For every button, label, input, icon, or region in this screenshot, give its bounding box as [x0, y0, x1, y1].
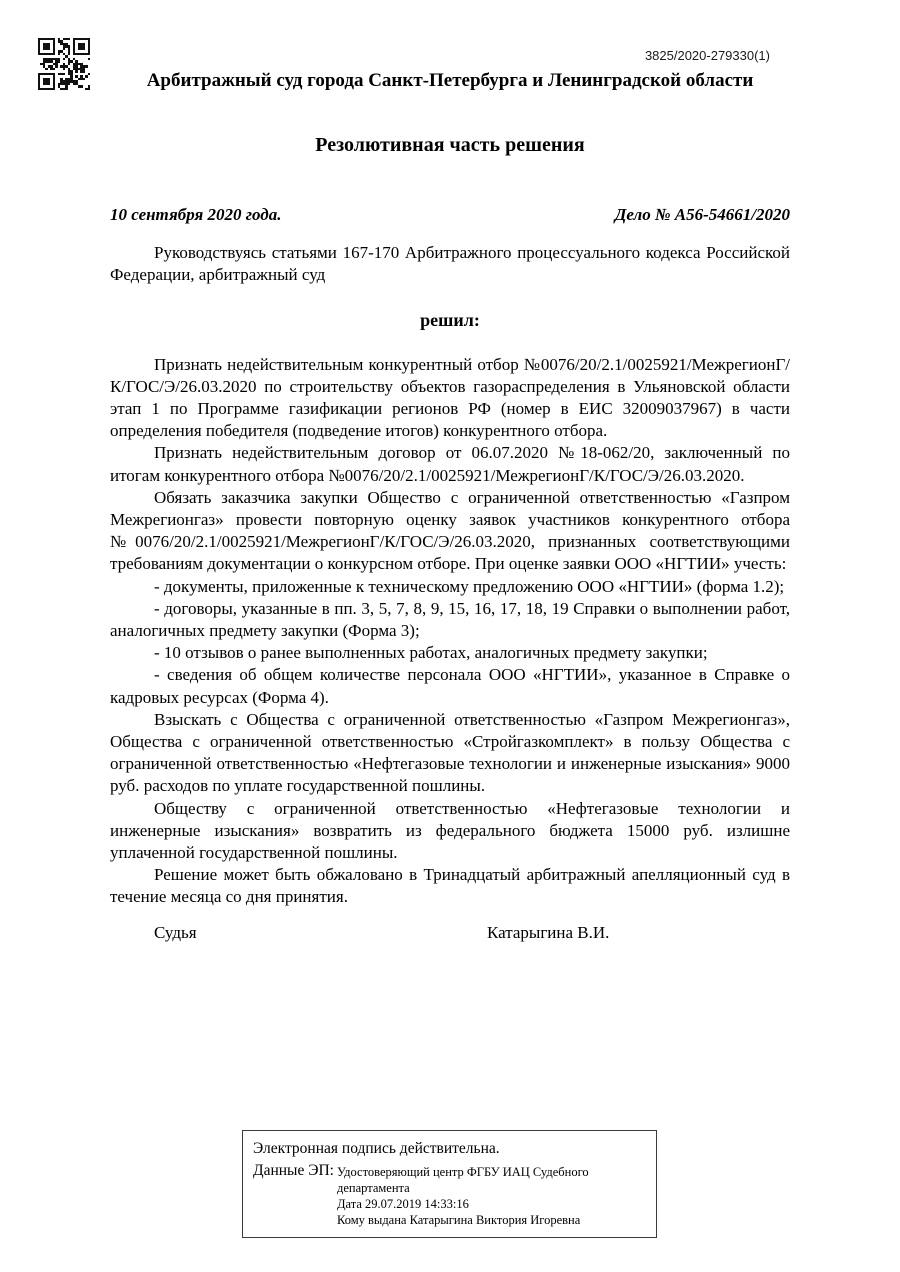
signature-data-row [253, 1162, 646, 1228]
body-paragraph: Обществу с ограниченной ответственностью «Нефтегазовые технологии и инженерные изыскания» возвратить из федерального бюджета 15000 руб. излишне уплаченной государственной пошлины. [110, 798, 790, 863]
qr-code-icon [38, 38, 90, 90]
judge-label: Судья [154, 922, 197, 942]
judge-signature-row [110, 923, 790, 945]
case-number: Дело № А56-54661/2020 [614, 205, 790, 224]
document-title: Резолютивная часть решения [315, 134, 585, 156]
document-number: 3825/2020-279330(1) [644, 48, 770, 63]
court-name: Арбитражный суд города Санкт-Петербурга и Ленинградской области [146, 70, 754, 91]
list-item: - договоры, указанные в пп. 3, 5, 7, 8, 9, 15, 16, 17, 18, 19 Справки о выполнении работ, аналогичных предмету закупки (Форма 3); [110, 598, 790, 641]
body-paragraph: Обязать заказчика закупки Общество с ограниченной ответственностью «Газпром Межрегионгаз» провести повторную оценку заявок участников конкурентного отбора №0076/20/2.1/0025921/МежрегионГ/К/ГОС/Э/26.03.2020, признанных соответствующими требованиям документации о конкурсном отборе. При оценке заявки ООО «НГТИИ» учесть: [110, 487, 790, 574]
body-paragraph: Взыскать с Общества с ограниченной ответственностью «Газпром Межрегионгаз», Общества с ограниченной ответственностью «Стройгазкомплект» в пользу Общества с ограниченной ответственностью «Нефтегазовые технологии и инженерные изыскания» 9000 руб. расходов по уплате государственной пошлины. [110, 709, 790, 796]
signature-detail-line: Кому выдана Катарыгина Виктория Игоревна [337, 1213, 581, 1227]
body-paragraph: Решение может быть обжаловано в Тринадцатый арбитражный апелляционный суд в течение месяца со дня принятия. [110, 865, 790, 907]
signature-detail-line: Дата 29.07.2019 14:33:16 [337, 1197, 469, 1211]
signature-details [337, 1162, 599, 1228]
judge-name: Катарыгина В.И. [487, 922, 610, 942]
document-body [110, 242, 790, 909]
case-info-row [110, 205, 790, 225]
list-item: - 10 отзывов о ранее выполненных работах, аналогичных предмету закупки; [154, 643, 708, 663]
list-item: - документы, приложенные к техническому предложению ООО «НГТИИ» (форма 1.2); [154, 576, 785, 596]
signature-valid-text: Электронная подпись действительна. [253, 1140, 500, 1157]
list-item: - сведения об общем количестве персонала ООО «НГТИИ», указанное в Справке о кадровых ресурсах (Форма 4). [110, 665, 790, 707]
decision-date: 10 сентября 2020 года. [110, 205, 282, 224]
intro-paragraph: Руководствуясь статьями 167-170 Арбитражного процессуального кодекса Российской Федерации, арбитражный суд [110, 243, 790, 285]
resolution-word: решил: [420, 310, 480, 331]
body-paragraph: Признать недействительным конкурентный отбор №0076/20/2.1/0025921/МежрегионГ/К/ГОС/Э/26.03.2020 по строительству объектов газораспределения в Ульяновской области этап 1 по Программе газификации регионов РФ (номер в ЕИС 32009037967) в части определения победителя (подведение итогов) конкурентного отбора. [110, 354, 790, 441]
electronic-signature-box [242, 1130, 657, 1238]
body-paragraph: Признать недействительным договор от 06.07.2020 №18-062/20, заключенный по итогам конкурентного отбора №0076/20/2.1/0025921/МежрегионГ/К/ГОС/Э/26.03.2020. [110, 443, 790, 485]
signature-detail-line: Удостоверяющий центр ФГБУ ИАЦ Судебного департамента [337, 1165, 589, 1195]
signature-data-label: Данные ЭП: [253, 1162, 334, 1179]
